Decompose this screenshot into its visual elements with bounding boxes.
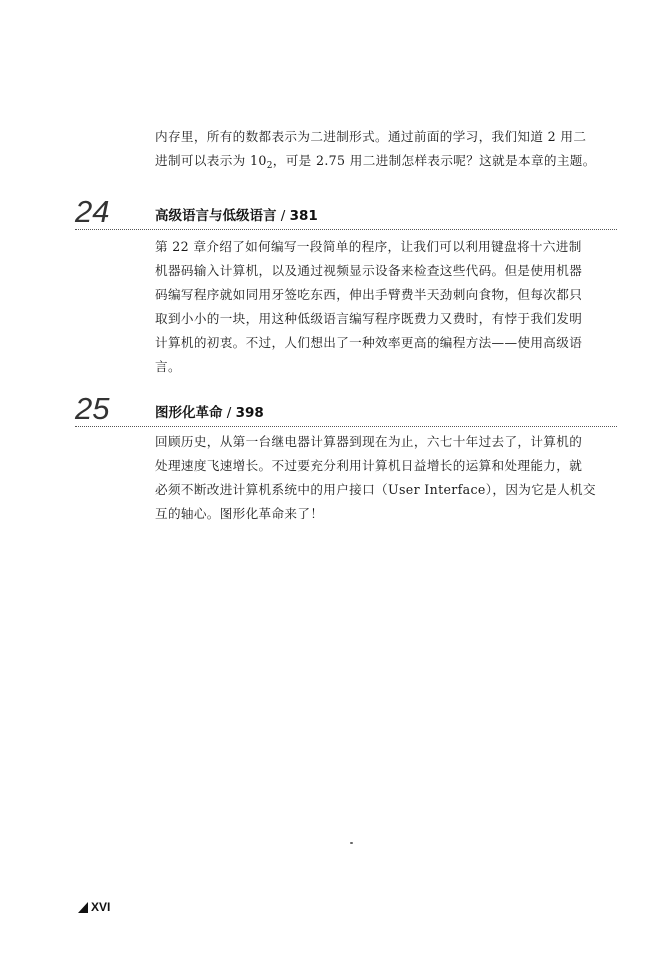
summary-line: 言。 [155,359,181,374]
title-separator: / [222,405,236,421]
intro-paragraph [155,125,613,178]
chapter-heading-24[interactable] [75,196,617,230]
scan-speck [350,842,353,844]
chapter-page-number: 398 [235,405,264,421]
summary-line: 回顾历史，从第一台继电器计算器到现在为止，六七十年过去了，计算机的 [155,434,583,449]
title-separator: / [276,208,290,224]
summary-line: 计算机的初衷。不过，人们想出了一种效率更高的编程方法——使用高级语 [155,335,583,350]
summary-line: 取到小小的一块，用这种低级语言编写程序既费力又费时，有悖于我们发明 [155,311,583,326]
intro-line: 内存里，所有的数都表示为二进制形式。通过前面的学习，我们知道 2 用二 [155,129,587,144]
summary-line: 码编写程序就如同用牙签吃东西，伸出手臂费半天劲刺向食物，但每次都只 [155,287,583,302]
chapter-number: 25 [75,391,110,426]
summary-line: 处理速度飞速增长。不过要充分利用计算机日益增长的运算和处理能力，就 [155,458,583,473]
summary-line: 第 22 章介绍了如何编写一段简单的程序，让我们可以利用键盘将十六进制 [155,239,582,254]
chapter-number: 24 [75,194,110,229]
summary-line: 机器码输入计算机，以及通过视频显示设备来检查这些代码。但是使用机器 [155,263,583,278]
binary-subscript: 2 [266,161,273,171]
chapter-title: 图形化革命 [155,405,223,421]
intro-line [155,149,613,178]
intro-line-text: ，可是 2.75 用二进制怎样表示呢？这就是本章的主题。 [272,153,596,168]
summary-line: 必须不断改进计算机系统中的用户接口（User Interface），因为它是人机交 [155,482,596,497]
dotted-divider [75,426,617,427]
chapter-title: 高级语言与低级语言 [155,208,277,224]
chapter-title-line [155,405,264,421]
chapter-page-number: 381 [289,208,318,224]
chapter-title-line [155,208,318,224]
intro-line-text: 进制可以表示为 10 [155,153,267,168]
summary-line: 互的轴心。图形化革命来了！ [155,506,324,521]
chapter-summary-25 [155,430,613,526]
chapter-heading-25[interactable] [75,393,617,427]
chapter-summary-24 [155,235,613,379]
dotted-divider [75,229,617,230]
page-number: XVI [91,900,111,914]
triangle-marker-icon [78,902,88,913]
